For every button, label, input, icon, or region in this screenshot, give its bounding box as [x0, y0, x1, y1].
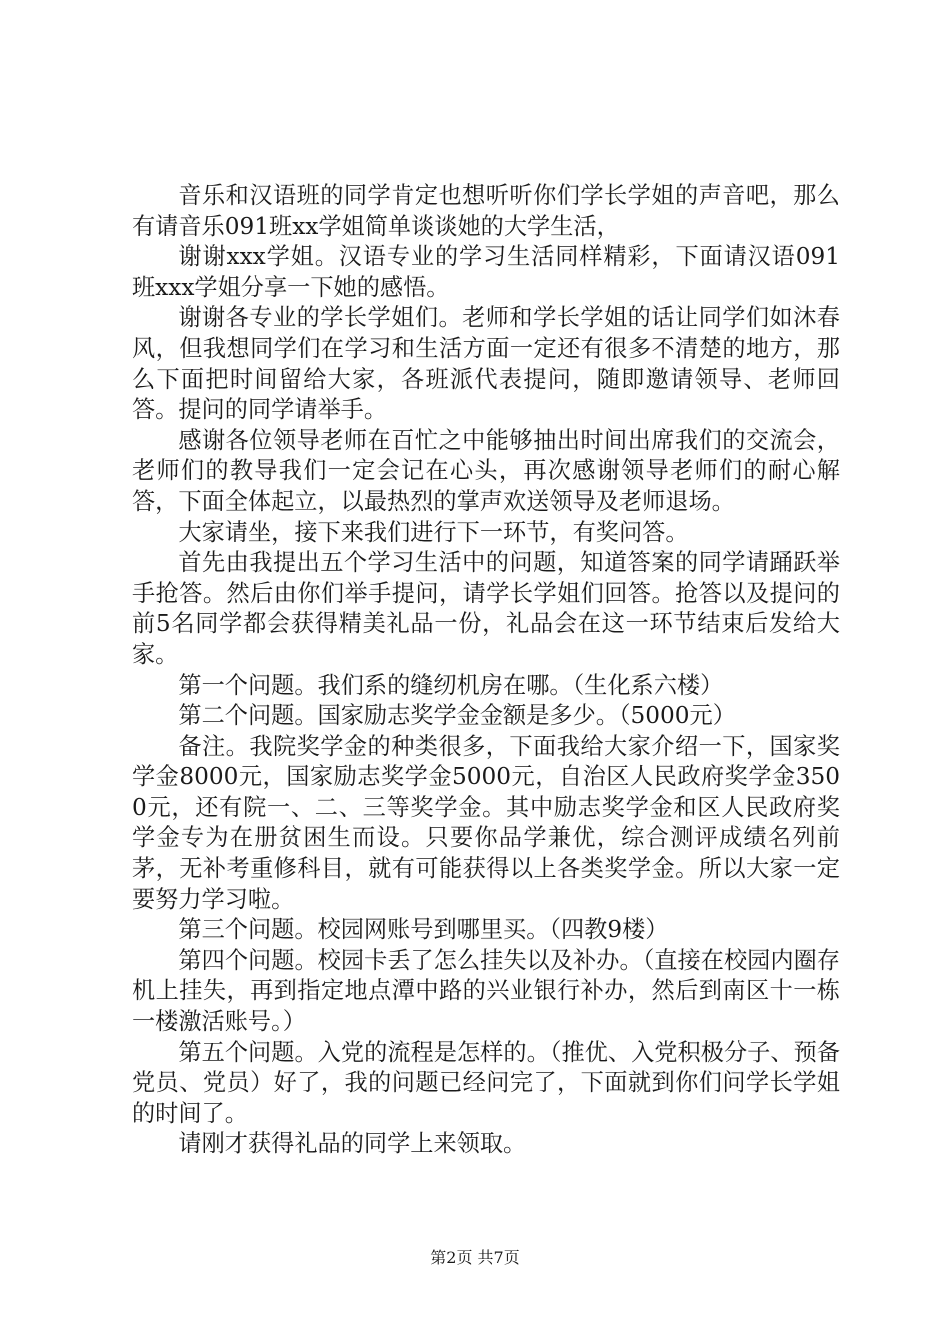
paragraph-8: 第二个问题。国家励志奖学金金额是多少。（5000元）: [178, 702, 736, 730]
paragraph-12: 第五个问题。入党的流程是怎样的。（推优、入党积极分子、预备党员、党员）好了，我的问题已经问完了，下面就到你们问学长学姐的时间了。: [132, 1038, 840, 1127]
document-body: [132, 181, 840, 1160]
paragraph-10: 第三个问题。校园网账号到哪里买。（四教9楼）: [178, 916, 669, 944]
paragraph-13: 请刚才获得礼品的同学上来领取。: [178, 1130, 527, 1158]
paragraph-4: 感谢各位领导老师在百忙之中能够抽出时间出席我们的交流会，老师们的教导我们一定会记在心头，再次感谢领导老师们的耐心解答，下面全体起立，以最热烈的掌声欢送领导及老师退场。: [132, 426, 840, 515]
paragraph-6: 首先由我提出五个学习生活中的问题，知道答案的同学请踊跃举手抢答。然后由你们举手提问，请学长学姐们回答。抢答以及提问的前5名同学都会获得精美礼品一份，礼品会在这一环节结束后发给大家。: [132, 549, 840, 668]
paragraph-5: 大家请坐，接下来我们进行下一环节，有奖问答。: [178, 518, 689, 546]
paragraph-3: 谢谢各专业的学长学姐们。老师和学长学姐的话让同学们如沐春风，但我想同学们在学习和生活方面一定还有很多不清楚的地方，那么下面把时间留给大家，各班派代表提问，随即邀请领导、老师回答。提问的同学请举手。: [132, 304, 840, 424]
paragraph-11: 第四个问题。校园卡丢了怎么挂失以及补办。（直接在校园内圈存机上挂失，再到指定地点潭中路的兴业银行补办，然后到南区十一栋一楼激活账号。）: [132, 946, 840, 1036]
page-footer: 第2页 共7页: [430, 1248, 520, 1267]
paragraph-7: 第一个问题。我们系的缝纫机房在哪。（生化系六楼）: [178, 671, 724, 699]
paragraph-2: 谢谢xxx学姐。汉语专业的学习生活同样精彩，下面请汉语091班xxx学姐分享一下她的感悟。: [132, 243, 840, 301]
paragraph-1: 音乐和汉语班的同学肯定也想听听你们学长学姐的声音吧，那么有请音乐091班xx学姐简单谈谈她的大学生活，: [132, 182, 840, 240]
paragraph-9: 备注。我院奖学金的种类很多，下面我给大家介绍一下，国家奖学金8000元，国家励志奖学金5000元，自治区人民政府奖学金3500元，还有院一、二、三等奖学金。其中励志奖学金和区人民政府奖学金专为在册贫困生而设。只要你品学兼优，综合测评成绩名列前茅，无补考重修科目，就有可能获得以上各类奖学金。所以大家一定要努力学习啦。: [132, 732, 840, 913]
